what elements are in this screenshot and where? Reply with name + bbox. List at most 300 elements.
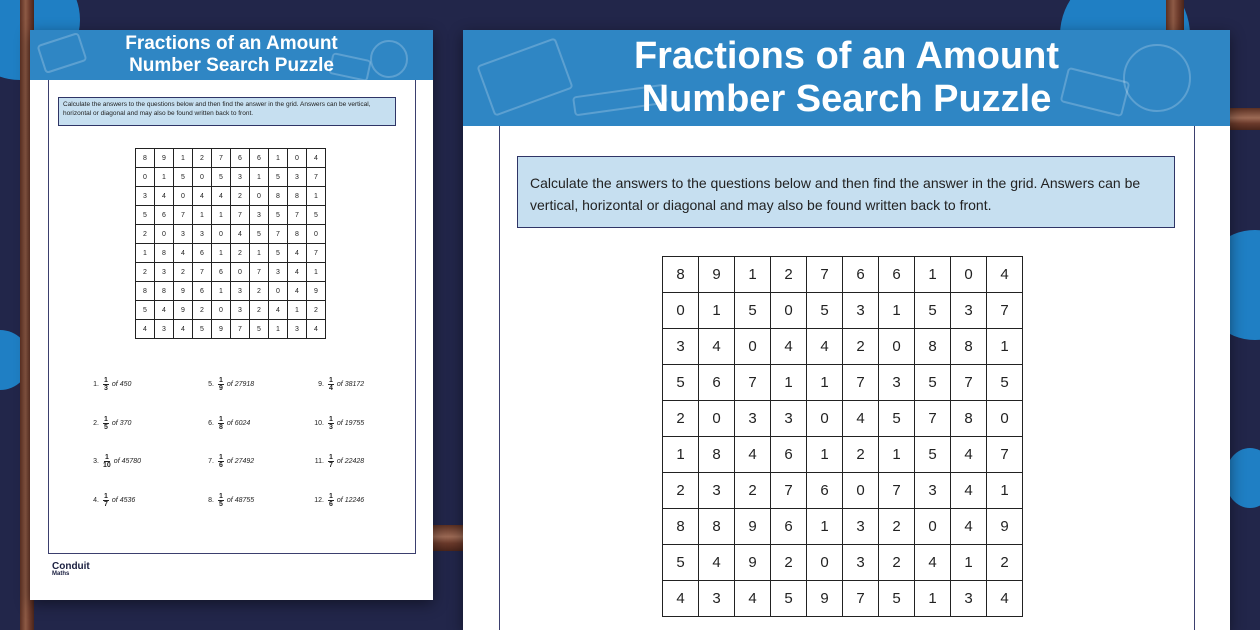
question-text: of 6024 [226,420,251,427]
fraction-denominator: 7 [104,501,108,508]
grid-cell: 4 [307,149,326,168]
grid-cell: 4 [951,509,987,545]
grid-cell: 0 [663,293,699,329]
grid-row [136,320,326,339]
fraction-denominator: 3 [104,385,108,392]
grid-cell: 8 [155,244,174,263]
grid-cell: 9 [212,320,231,339]
grid-cell: 9 [307,282,326,301]
grid-cell: 7 [288,206,307,225]
grid-row [136,149,326,168]
grid-cell: 0 [212,301,231,320]
question-number: 5. [208,381,214,388]
grid-cell: 6 [193,244,212,263]
grid-cell: 1 [915,581,951,617]
fraction [218,377,224,392]
worksheet-preview-large [463,30,1230,630]
grid-cell: 4 [807,329,843,365]
number-grid [135,148,326,339]
grid-cell: 9 [807,581,843,617]
grid-cell: 0 [136,168,155,187]
grid-cell: 9 [735,545,771,581]
grid-cell: 3 [288,320,307,339]
fraction [328,493,334,508]
grid-cell: 4 [212,187,231,206]
fraction [218,493,224,508]
grid-cell: 4 [771,329,807,365]
grid-cell: 1 [212,244,231,263]
grid-cell: 2 [231,244,250,263]
grid-cell: 4 [735,437,771,473]
grid-cell: 0 [250,187,269,206]
grid-cell: 3 [843,293,879,329]
grid-cell: 2 [231,187,250,206]
question-text: of 27492 [226,458,255,465]
grid-cell: 9 [987,509,1023,545]
grid-row [663,329,1023,365]
grid-cell: 8 [951,401,987,437]
question-number: 3. [93,458,99,465]
fraction-denominator: 6 [219,462,223,469]
grid-cell: 6 [231,149,250,168]
grid-cell: 8 [288,225,307,244]
wood-frame [1228,108,1260,130]
grid-cell: 4 [987,257,1023,293]
grid-cell: 1 [771,365,807,401]
grid-cell: 4 [987,581,1023,617]
question-number: 2. [93,420,99,427]
grid-cell: 0 [307,225,326,244]
grid-row [136,168,326,187]
grid-cell: 4 [174,244,193,263]
grid-cell: 4 [231,225,250,244]
grid-cell: 1 [987,473,1023,509]
grid-cell: 6 [771,437,807,473]
grid-cell: 4 [174,320,193,339]
grid-cell: 5 [212,168,231,187]
grid-cell: 3 [155,263,174,282]
grid-cell: 3 [288,168,307,187]
grid-cell: 7 [843,365,879,401]
grid-cell: 1 [288,301,307,320]
grid-cell: 5 [915,293,951,329]
grid-row [663,401,1023,437]
grid-cell: 5 [269,168,288,187]
grid-row [663,509,1023,545]
grid-cell: 9 [699,257,735,293]
grid-cell: 2 [663,473,699,509]
grid-cell: 7 [951,365,987,401]
grid-cell: 5 [807,293,843,329]
grid-cell: 7 [231,320,250,339]
fraction-numerator: 1 [329,377,333,384]
fraction [103,454,111,469]
question-number: 9. [318,381,324,388]
question-text: of 450 [111,381,132,388]
grid-cell: 2 [735,473,771,509]
grid-cell: 1 [879,293,915,329]
grid-cell: 7 [879,473,915,509]
grid-cell: 3 [174,225,193,244]
grid-row [136,225,326,244]
grid-cell: 6 [212,263,231,282]
grid-cell: 5 [771,581,807,617]
question-text: of 22428 [336,458,365,465]
grid-cell: 2 [663,401,699,437]
grid-cell: 6 [699,365,735,401]
grid-cell: 5 [250,320,269,339]
grid-row [136,301,326,320]
grid-cell: 8 [663,257,699,293]
worksheet-banner [30,30,433,80]
grid-row [136,206,326,225]
grid-cell: 9 [174,301,193,320]
question-item [200,377,254,392]
grid-cell: 8 [155,282,174,301]
fraction-denominator: 7 [329,462,333,469]
grid-cell: 0 [915,509,951,545]
fraction [328,454,334,469]
grid-cell: 4 [193,187,212,206]
grid-cell: 3 [663,329,699,365]
grid-row [663,545,1023,581]
question-item [85,454,141,469]
grid-cell: 1 [915,257,951,293]
grid-cell: 2 [771,545,807,581]
question-text: of 27918 [226,381,255,388]
question-item [310,416,364,431]
fraction-numerator: 1 [219,377,223,384]
grid-cell: 3 [699,473,735,509]
grid-cell: 0 [807,401,843,437]
grid-row [663,365,1023,401]
grid-cell: 9 [155,149,174,168]
fraction-denominator: 3 [329,424,333,431]
question-number: 6. [208,420,214,427]
grid-cell: 4 [307,320,326,339]
grid-cell: 5 [193,320,212,339]
question-number: 8. [208,497,214,504]
grid-cell: 1 [174,149,193,168]
grid-cell: 7 [915,401,951,437]
grid-cell: 1 [987,329,1023,365]
grid-cell: 7 [250,263,269,282]
question-number: 10. [314,420,324,427]
grid-cell: 0 [174,187,193,206]
question-text: of 38172 [336,381,365,388]
fraction-numerator: 1 [219,454,223,461]
fraction [103,377,109,392]
logo-sub: Maths [52,571,70,577]
wood-frame [430,525,466,551]
grid-cell: 2 [250,282,269,301]
question-item [200,416,250,431]
grid-cell: 2 [843,437,879,473]
question-text: of 19755 [336,420,365,427]
grid-cell: 5 [879,401,915,437]
grid-cell: 7 [307,168,326,187]
grid-cell: 0 [288,149,307,168]
grid-cell: 5 [735,293,771,329]
grid-cell: 4 [136,320,155,339]
grid-cell: 1 [699,293,735,329]
grid-cell: 4 [735,581,771,617]
grid-cell: 0 [269,282,288,301]
fraction [328,377,334,392]
grid-cell: 5 [307,206,326,225]
fraction-numerator: 1 [104,493,108,500]
fraction-denominator: 5 [219,501,223,508]
grid-cell: 3 [915,473,951,509]
grid-cell: 6 [807,473,843,509]
grid-cell: 2 [843,329,879,365]
grid-cell: 5 [663,545,699,581]
grid-cell: 4 [951,437,987,473]
worksheet-preview-small [30,30,433,600]
grid-cell: 3 [250,206,269,225]
grid-cell: 2 [193,301,212,320]
grid-cell: 1 [250,244,269,263]
worksheet-title-line2: Number Search Puzzle [641,78,1052,120]
grid-cell: 5 [250,225,269,244]
question-number: 11. [314,458,324,465]
question-number: 12. [314,497,324,504]
number-grid [662,256,1023,617]
grid-cell: 0 [879,329,915,365]
question-item [200,454,254,469]
question-text: of 12246 [336,497,365,504]
grid-cell: 5 [879,581,915,617]
grid-row [663,437,1023,473]
grid-cell: 2 [879,509,915,545]
instructions-box: Calculate the answers to the questions below and then find the answer in the grid. Answers can be vertical, horizontal or diagonal and may also be found written back to front. [517,156,1175,228]
fraction [103,416,109,431]
grid-cell: 1 [269,149,288,168]
logo-brand: Conduit [52,561,90,572]
grid-cell: 7 [174,206,193,225]
grid-cell: 0 [807,545,843,581]
grid-cell: 6 [843,257,879,293]
grid-cell: 0 [699,401,735,437]
grid-cell: 4 [951,473,987,509]
grid-cell: 7 [193,263,212,282]
grid-cell: 1 [807,365,843,401]
grid-cell: 1 [807,437,843,473]
grid-row [663,581,1023,617]
grid-cell: 4 [155,187,174,206]
grid-cell: 5 [136,206,155,225]
grid-row [136,244,326,263]
question-item [85,493,135,508]
grid-cell: 0 [843,473,879,509]
grid-cell: 7 [307,244,326,263]
grid-cell: 7 [987,293,1023,329]
grid-cell: 3 [231,282,250,301]
grid-cell: 1 [269,320,288,339]
grid-cell: 5 [663,365,699,401]
grid-cell: 9 [174,282,193,301]
fraction [218,416,224,431]
grid-cell: 4 [843,401,879,437]
question-item [310,454,364,469]
grid-cell: 2 [174,263,193,282]
grid-cell: 0 [193,168,212,187]
grid-cell: 4 [288,244,307,263]
background-circle [1225,448,1260,508]
fraction-numerator: 1 [329,493,333,500]
fraction-numerator: 1 [104,416,108,423]
grid-cell: 5 [987,365,1023,401]
question-item [310,493,364,508]
grid-cell: 7 [212,149,231,168]
fraction-numerator: 1 [329,454,333,461]
grid-cell: 2 [771,257,807,293]
fraction [328,416,334,431]
fraction-denominator: 5 [104,424,108,431]
worksheet-title-line1: Fractions of an Amount [125,33,338,54]
grid-cell: 6 [879,257,915,293]
worksheet-title-line2: Number Search Puzzle [129,55,334,76]
grid-cell: 7 [269,225,288,244]
grid-cell: 0 [951,257,987,293]
question-item [310,377,364,392]
grid-cell: 5 [915,437,951,473]
grid-cell: 0 [771,293,807,329]
grid-cell: 5 [915,365,951,401]
grid-cell: 5 [136,301,155,320]
grid-cell: 5 [269,244,288,263]
grid-cell: 3 [155,320,174,339]
grid-cell: 7 [771,473,807,509]
grid-cell: 4 [155,301,174,320]
fraction-denominator: 4 [329,385,333,392]
grid-cell: 3 [735,401,771,437]
fraction-numerator: 1 [219,493,223,500]
grid-cell: 1 [212,206,231,225]
fraction-numerator: 1 [104,377,108,384]
grid-cell: 3 [951,581,987,617]
grid-cell: 0 [155,225,174,244]
grid-cell: 1 [663,437,699,473]
grid-cell: 4 [915,545,951,581]
grid-cell: 6 [155,206,174,225]
question-item [85,416,131,431]
grid-cell: 2 [307,301,326,320]
grid-cell: 3 [231,168,250,187]
grid-cell: 0 [231,263,250,282]
grid-cell: 2 [250,301,269,320]
grid-cell: 2 [136,263,155,282]
grid-cell: 2 [193,149,212,168]
grid-cell: 8 [288,187,307,206]
question-text: of 48755 [226,497,255,504]
question-text: of 4536 [111,497,136,504]
grid-cell: 2 [136,225,155,244]
question-text: of 45780 [113,458,142,465]
grid-cell: 8 [269,187,288,206]
worksheet-title-line1: Fractions of an Amount [633,35,1060,77]
grid-cell: 4 [699,329,735,365]
grid-cell: 3 [771,401,807,437]
grid-cell: 1 [951,545,987,581]
grid-cell: 4 [269,301,288,320]
grid-cell: 8 [915,329,951,365]
question-text: of 370 [111,420,132,427]
grid-cell: 8 [663,509,699,545]
grid-cell: 1 [155,168,174,187]
fraction-numerator: 1 [104,454,109,461]
grid-cell: 3 [269,263,288,282]
instructions-box: Calculate the answers to the questions below and then find the answer in the grid. Answers can be vertical, horizontal or diagonal and may also be found written back to front. [58,97,396,126]
grid-cell: 7 [735,365,771,401]
grid-cell: 5 [174,168,193,187]
fraction-denominator: 8 [219,424,223,431]
grid-cell: 0 [735,329,771,365]
fraction-numerator: 1 [329,416,333,423]
grid-cell: 8 [136,282,155,301]
grid-cell: 7 [987,437,1023,473]
grid-cell: 3 [951,293,987,329]
grid-cell: 1 [212,282,231,301]
question-number: 7. [208,458,214,465]
grid-cell: 1 [735,257,771,293]
grid-cell: 8 [699,509,735,545]
grid-cell: 2 [879,545,915,581]
grid-cell: 1 [193,206,212,225]
grid-cell: 8 [136,149,155,168]
fraction-denominator: 10 [103,462,111,469]
grid-cell: 1 [807,509,843,545]
fraction-denominator: 6 [329,501,333,508]
grid-row [663,257,1023,293]
grid-cell: 7 [843,581,879,617]
grid-cell: 4 [699,545,735,581]
grid-cell: 1 [307,187,326,206]
grid-cell: 3 [699,581,735,617]
grid-cell: 4 [288,263,307,282]
grid-cell: 9 [735,509,771,545]
grid-cell: 8 [951,329,987,365]
grid-cell: 0 [212,225,231,244]
grid-cell: 6 [193,282,212,301]
grid-cell: 7 [807,257,843,293]
question-number: 1. [93,381,99,388]
grid-cell: 6 [771,509,807,545]
grid-cell: 8 [699,437,735,473]
grid-row [663,473,1023,509]
grid-cell: 1 [307,263,326,282]
question-number: 4. [93,497,99,504]
grid-cell: 5 [269,206,288,225]
grid-cell: 6 [250,149,269,168]
grid-cell: 1 [136,244,155,263]
fraction [103,493,109,508]
fraction [218,454,224,469]
fraction-numerator: 1 [219,416,223,423]
grid-cell: 3 [231,301,250,320]
worksheet-banner [463,30,1230,126]
grid-cell: 3 [193,225,212,244]
grid-cell: 0 [987,401,1023,437]
grid-cell: 1 [250,168,269,187]
fraction-denominator: 9 [219,385,223,392]
grid-row [136,263,326,282]
grid-cell: 3 [136,187,155,206]
grid-row [136,187,326,206]
grid-cell: 7 [231,206,250,225]
grid-cell: 4 [663,581,699,617]
question-item [85,377,131,392]
